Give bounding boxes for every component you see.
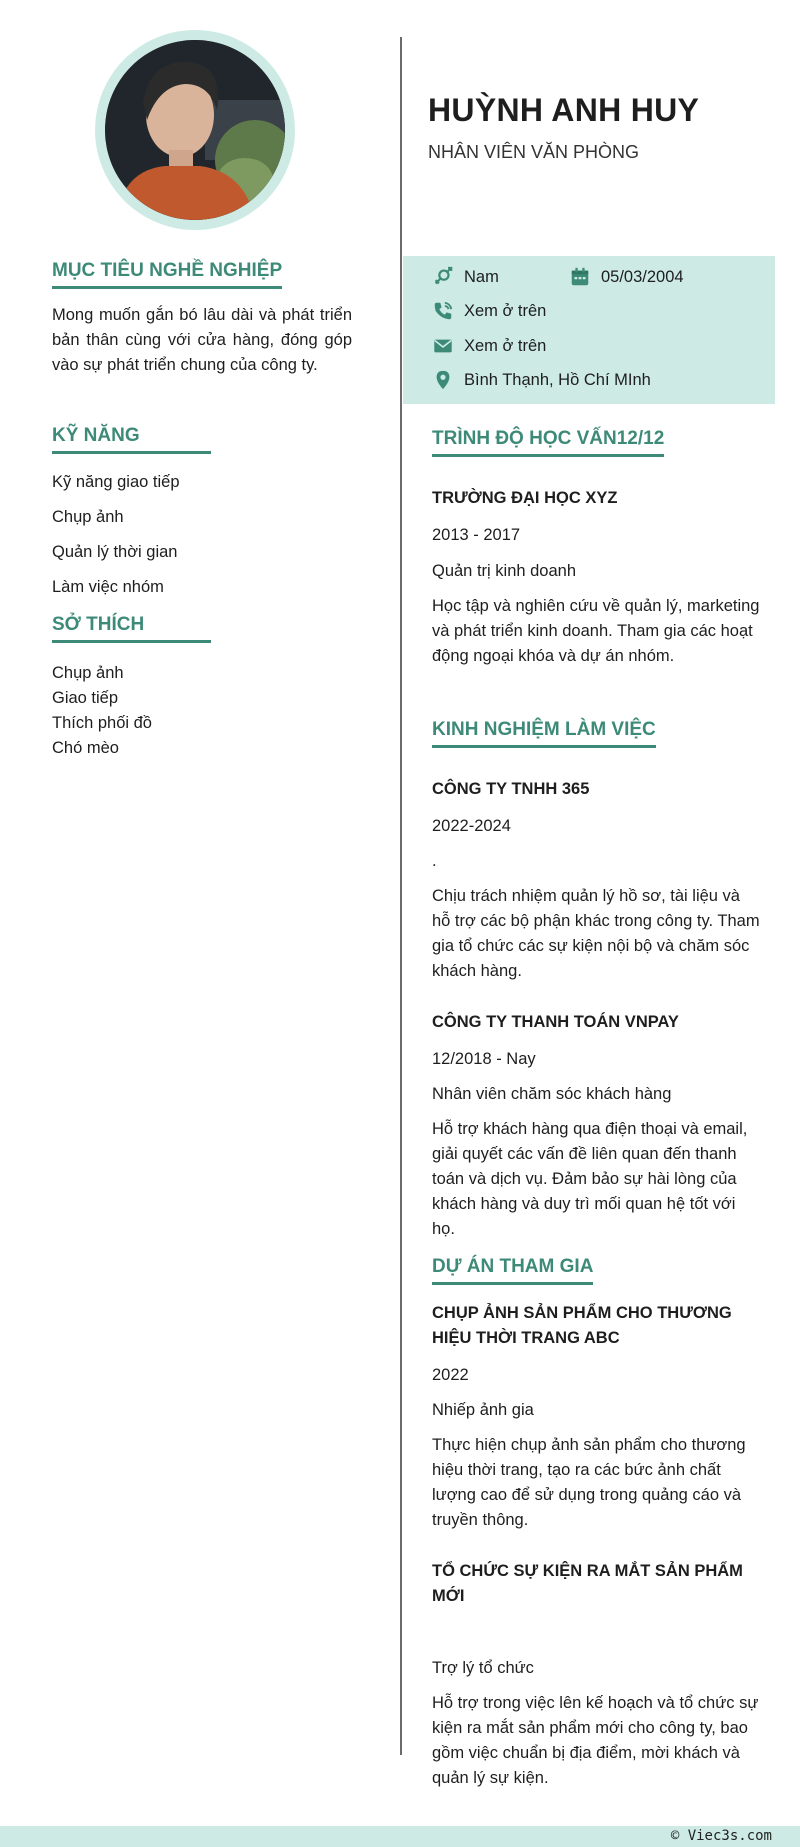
experience-period: 12/2018 - Nay [432,1050,536,1068]
hobbies-section [52,612,352,761]
experience-company: CÔNG TY TNHH 365 [432,780,590,798]
hobby-item: Chó mèo [52,739,119,757]
contact-phone [432,300,546,322]
project-description: Thực hiện chụp ảnh sản phẩm cho thương hiệu thời trang, tạo ra các bức ảnh chất lượng cao để sử dụng trong quảng cáo và truyền thông. [432,1436,746,1529]
project-description: Hỗ trợ trong việc lên kế hoạch và tổ chức sự kiện ra mắt sản phẩm mới cho công ty, bao gồm việc chuẩn bị địa điểm, mời khách và quản lý sự kiện. [432,1694,759,1787]
contact-gender [432,266,499,288]
project-item [432,1301,762,1533]
hobby-item: Giao tiếp [52,689,119,707]
education-school: TRƯỜNG ĐẠI HỌC XYZ [432,489,618,507]
education-period: 2013 - 2017 [432,526,521,544]
candidate-name: HUỲNH ANH HUY [428,92,700,128]
education-title: TRÌNH ĐỘ HỌC VẤN12/12 [432,426,664,457]
skill-item: Làm việc nhóm [52,578,164,596]
phone-value: Xem ở trên [464,301,547,320]
projects-title: DỰ ÁN THAM GIA [432,1254,593,1285]
objective-title: MỤC TIÊU NGHỀ NGHIỆP [52,258,282,289]
project-role: Trợ lý tổ chức [432,1659,534,1677]
experience-description: Chịu trách nhiệm quản lý hồ sơ, tài liệu và hỗ trợ các bộ phận khác trong công ty. Tham gia tổ chức các sự kiện nội bộ và chăm sóc khách hàng. [432,887,760,980]
mail-icon [432,335,454,357]
experience-period: 2022-2024 [432,817,511,835]
gender-value: Nam [464,267,499,286]
contact-panel [403,256,775,404]
project-year: 2022 [432,1366,469,1384]
birthday-value: 05/03/2004 [601,267,684,286]
experience-section [432,717,762,1242]
avatar [105,40,285,220]
column-divider [400,37,402,1755]
education-section [432,426,762,669]
contact-email [432,335,546,357]
project-year [432,1621,762,1646]
contact-address [432,369,651,391]
skills-section [52,423,352,611]
calendar-icon [569,266,591,288]
objective-text: Mong muốn gắn bó lâu dài và phát triển bản thân cùng với cửa hàng, đóng góp vào sự phát triển chung của công ty. [52,306,352,374]
avatar-frame [95,30,295,230]
experience-position: Nhân viên chăm sóc khách hàng [432,1085,672,1103]
projects-section [432,1254,762,1791]
education-description: Học tập và nghiên cứu về quản lý, marketing và phát triển kinh doanh. Tham gia các hoạt động ngoại khóa và dự án nhóm. [432,597,760,665]
hobby-item: Chụp ảnh [52,664,124,682]
project-role: Nhiếp ảnh gia [432,1401,534,1419]
job-title: NHÂN VIÊN VĂN PHÒNG [428,142,640,162]
gender-icon [432,266,454,288]
experience-item [432,1010,762,1242]
location-pin-icon [432,369,454,391]
experience-item [432,777,762,984]
contact-birthday [569,266,684,288]
experience-title: KINH NGHIỆM LÀM VIỆC [432,717,656,748]
skills-title: KỸ NĂNG [52,423,211,454]
skill-item: Kỹ năng giao tiếp [52,473,180,491]
project-name: CHỤP ẢNH SẢN PHẨM CHO THƯƠNG HIỆU THỜI TRANG ABC [432,1304,732,1347]
project-name: TỔ CHỨC SỰ KIỆN RA MẮT SẢN PHẨM MỚI [432,1562,743,1605]
experience-company: CÔNG TY THANH TOÁN VNPAY [432,1013,679,1031]
experience-description: Hỗ trợ khách hàng qua điện thoại và email, giải quyết các vấn đề liên quan đến thanh toán và dịch vụ. Đảm bảo sự hài lòng của khách hàng và duy trì mối quan hệ tốt với họ. [432,1120,748,1238]
education-major: Quản trị kinh doanh [432,562,577,580]
footer-bar [0,1826,800,1847]
project-item [432,1559,762,1791]
address-value: Bình Thạnh, Hồ Chí MInh [464,370,651,389]
phone-icon [432,300,454,322]
objective-section [52,258,352,378]
hobbies-title: SỞ THÍCH [52,612,211,643]
skill-item: Quản lý thời gian [52,543,178,561]
watermark: © Viec3s.com [670,1828,772,1844]
hobby-item: Thích phối đồ [52,714,152,732]
experience-position: . [432,852,437,870]
email-value: Xem ở trên [464,336,547,355]
skill-item: Chụp ảnh [52,508,124,526]
